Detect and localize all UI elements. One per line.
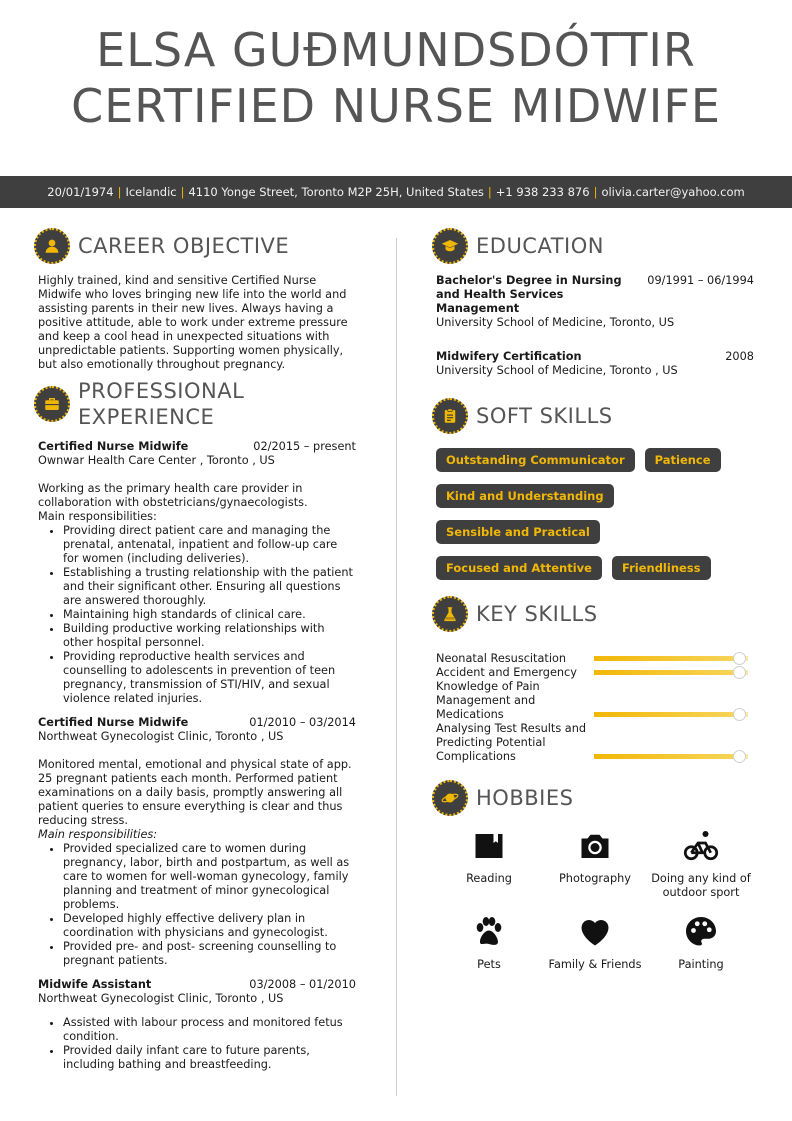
job-dates: 03/2008 – 01/2010 [249,978,356,991]
job-dates: 02/2015 – present [253,440,356,453]
job-employer: Northweat Gynecologist Clinic, Toronto , US [38,992,284,1005]
hobby-label: Painting [678,958,724,971]
user-icon [34,228,70,264]
hobby-label: Photography [559,872,631,885]
skill-tag: Outstanding Communicator [436,448,635,472]
skill-level-bar [594,750,748,764]
career-objective-text: Highly trained, kind and sensitive Certified Nurse Midwife who loves bringing new life into the world and assisting parents in their new lives. Always having a positive attitude, able to work under extreme pressure and keep a cool head in unexpected situations with unpredictable patients. Supporting women physically, but also emotionally throughout pregnancy. [38,274,348,371]
skill-row [436,680,756,722]
hobbies-heading [432,778,756,818]
hobbies-grid [436,828,756,972]
skill-tag: Kind and Understanding [436,484,614,508]
job-summary: Working as the primary health care provider in collaboration with obstetricians/gynaecologists. [38,482,308,509]
contact-address: 4110 Yonge Street, Toronto M2P 25H, United States [188,185,484,199]
briefcase-icon [34,386,70,422]
list-item: • Provided daily infant care to future parents, including bathing and breastfeeding. [63,1044,356,1072]
education-heading [432,226,756,266]
job-header [38,978,356,992]
hobby-label: Pets [477,958,501,971]
skill-name: Accident and Emergency [436,666,577,679]
contact-birthdate: 20/01/1974 [47,185,114,199]
job-entry [38,978,356,1072]
skill-fill [594,670,740,675]
education-entry [436,350,754,378]
section-title-line: PROFESSIONAL [78,379,245,403]
section-title: KEY SKILLS [476,602,598,626]
skill-level-bar [594,708,748,722]
heart-icon [577,914,613,950]
job-bullets [38,1016,356,1072]
flask-icon [432,596,468,632]
skill-tag: Sensible and Practical [436,520,600,544]
hobby-item [542,828,648,900]
hobby-item [648,828,754,900]
key-skills-heading [432,594,756,634]
skill-level-bar [594,652,748,666]
degree-line: and Health Services [436,288,564,301]
hobby-label: Family & Friends [548,958,642,971]
education-dates: 2008 [725,350,754,363]
education-entry [436,274,754,330]
skill-knob [733,708,746,721]
candidate-title: CERTIFIED NURSE MIDWIFE [71,79,721,133]
contact-separator: | [117,185,122,199]
job-responsibilities-label: Main responsibilities: [38,828,158,841]
skill-tag: Patience [645,448,721,472]
education-header [436,350,754,364]
list-item: • Providing reproductive health services and counselling to adolescents in prevention of teen pregnancy, transmission of STI/HIV, and sexual violence related injuries. [63,650,356,706]
skill-fill [594,712,740,717]
list-item: • Assisted with labour process and monitored fetus condition. [63,1016,356,1044]
hobby-item [436,828,542,900]
job-entry [38,716,356,968]
skill-name: Knowledge of Pain Management and Medications [436,680,540,721]
list-item: • Provided pre- and post- screening counselling to pregnant patients. [63,940,356,968]
soft-skills-tags [436,448,766,580]
skill-name: Analysing Test Results and Predicting Potential Complications [436,722,587,763]
school-name: University School of Medicine, Toronto , US [436,364,678,377]
job-entry [38,440,356,706]
list-item: • Establishing a trusting relationship with the patient and their significant other. Ensuring all questions are answered thoroughly. [63,566,356,608]
camera-icon [577,828,613,864]
candidate-name: ELSA GUÐMUNDSDÓTTIR [96,23,696,77]
skill-name: Neonatal Resuscitation [436,652,567,665]
right-column [436,226,756,972]
section-title: EDUCATION [476,234,604,258]
skill-row [436,666,756,680]
skill-knob [733,652,746,665]
degree-line: Management [436,302,520,315]
section-title: HOBBIES [476,786,574,810]
resume-header [0,22,792,134]
skill-fill [594,754,740,759]
skill-knob [733,666,746,679]
list-item: • Providing direct patient care and managing the prenatal, antenatal, inpatient and follow-up care for women (including deliveries). [63,524,356,566]
contact-nationality: Icelandic [125,185,177,199]
job-title: Certified Nurse Midwife [38,440,189,453]
left-column [38,226,358,1072]
skill-tag: Friendliness [612,556,711,580]
degree-name [436,274,622,316]
degree-name: Midwifery Certification [436,350,582,363]
job-title: Certified Nurse Midwife [38,716,189,729]
skill-knob [733,750,746,763]
hobby-label: Reading [466,872,512,885]
clipboard-icon [432,398,468,434]
list-item: • Building productive working relationships with other hospital personnel. [63,622,356,650]
skill-row [436,722,756,764]
contact-separator: | [180,185,185,199]
skill-tag: Focused and Attentive [436,556,602,580]
contact-bar [0,176,792,208]
key-skills-list [436,652,756,764]
cyclist-icon [683,828,719,864]
degree-line: Bachelor's Degree in Nursing [436,274,622,287]
education-dates: 09/1991 – 06/1994 [647,274,754,287]
list-item: • Maintaining high standards of clinical care. [63,608,356,622]
job-header [38,440,356,454]
job-summary: Monitored mental, emotional and physical state of app. 25 pregnant patients each month. Performed patient examinations on a daily basis, promptly answering all patient queries to ensure everything is clear and thus reducing stress. [38,758,352,827]
skill-fill [594,656,740,661]
job-bullets [38,524,356,706]
skill-level-bar [594,666,748,680]
soft-skills-heading [432,396,756,436]
job-employer: Ownwar Health Care Center , Toronto , US [38,454,275,467]
paw-icon [471,914,507,950]
hobby-label: Doing any kind of outdoor sport [651,872,751,899]
section-title: SOFT SKILLS [476,404,613,428]
column-divider [396,238,397,1096]
list-item: • Provided specialized care to women during pregnancy, labor, birth and postpartum, as well as care to women for well-woman gynecology, family planning and treatment of minor gynecological problems. [63,842,356,912]
graduation-cap-icon [432,228,468,264]
list-item: • Developed highly effective delivery plan in coordination with physicians and gynecologist. [63,912,356,940]
palette-icon [683,914,719,950]
job-employer: Northweat Gynecologist Clinic, Toronto , US [38,730,284,743]
school-name: University School of Medicine, Toronto, US [436,316,675,329]
hobby-item [436,914,542,972]
book-icon [471,828,507,864]
job-title: Midwife Assistant [38,978,152,991]
contact-separator: | [487,185,492,199]
job-responsibilities-label: Main responsibilities: [38,510,157,523]
education-header [436,274,754,316]
contact-phone: +1 938 233 876 [495,185,590,199]
hobby-item [648,914,754,972]
job-bullets [38,842,356,968]
job-dates: 01/2010 – 03/2014 [249,716,356,729]
experience-heading [34,378,358,430]
skill-row [436,652,756,666]
planet-icon [432,780,468,816]
career-objective-heading [34,226,358,266]
hobby-item [542,914,648,972]
section-title-line: EXPERIENCE [78,405,215,429]
section-title: CAREER OBJECTIVE [78,234,290,258]
contact-separator: | [593,185,598,199]
contact-email[interactable]: olivia.carter@yahoo.com [601,185,745,199]
section-title [78,378,244,430]
job-header [38,716,356,730]
